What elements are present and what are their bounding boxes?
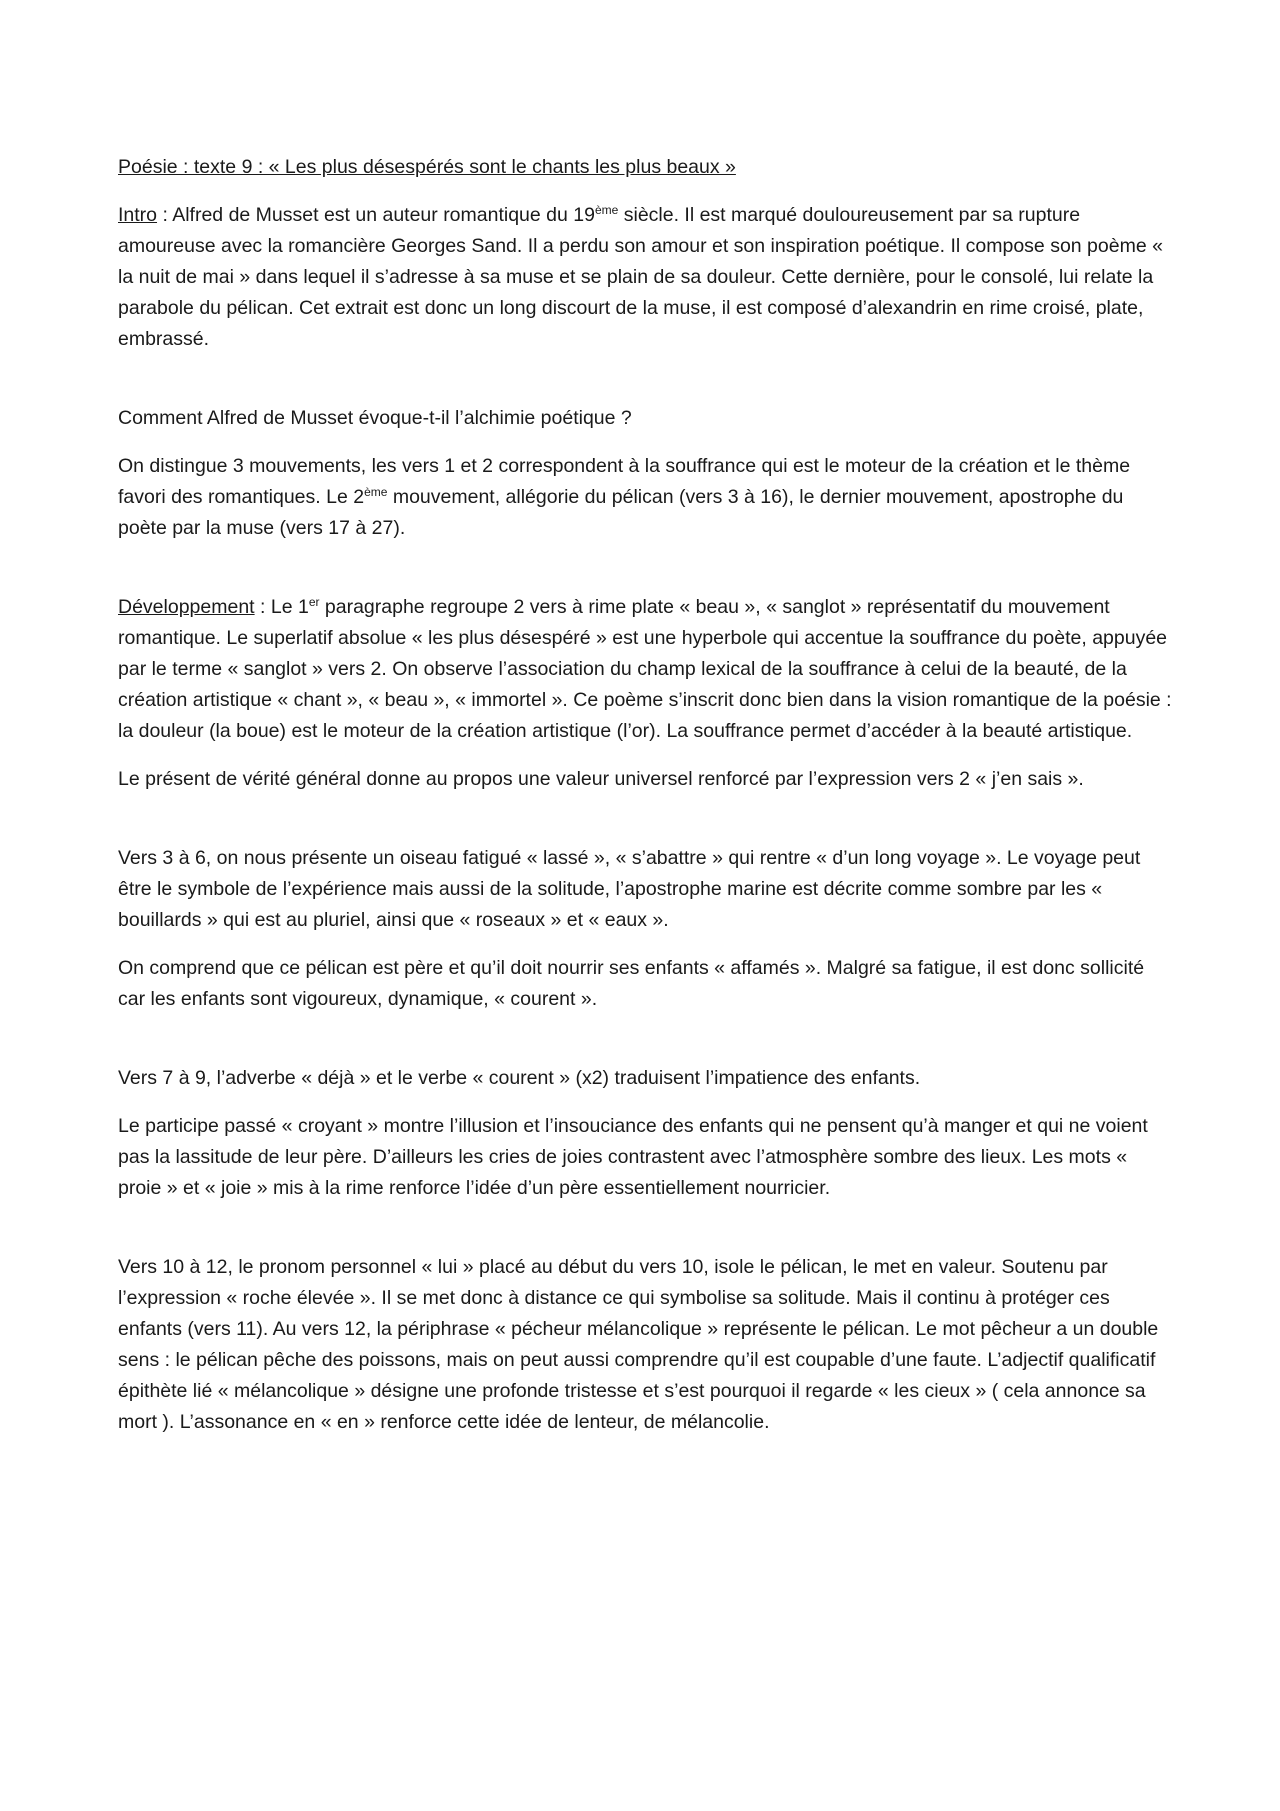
- developpement-label: Développement: [118, 596, 255, 618]
- body-paragraph-1: Le présent de vérité général donne au propos une valeur universel renforcé par l’expression vers 2 « j’en sais ».: [118, 768, 1084, 790]
- developpement-text-end: paragraphe regroupe 2 vers à rime plate « beau », « sanglot » représentatif du mouvement romantique. Le superlatif absolue « les plus désespéré » est une hyperbole qui accentue la souffrance du poète, appuyée par le terme « sanglot » vers 2. On observe l’association du champ lexical de la souffrance à celui de la beauté, de la création artistique « chant », « beau », « immortel ». Ce poème s’inscrit donc bien dans la vision romantique de la poésie : la douleur (la boue) est le moteur de la création artistique (l’or). La souffrance permet d’accéder à la beauté artistique.: [118, 596, 1172, 742]
- document-title: Poésie : texte 9 : « Les plus désespérés sont le chants les plus beaux »: [118, 156, 736, 178]
- body-paragraph-6: Vers 10 à 12, le pronom personnel « lui » placé au début du vers 10, isole le pélican, le met en valeur. Soutenu par l’expression « roche élevée ». Il se met donc à distance ce qui symbolise sa solitude. Mais il continu à protéger ces enfants (vers 11). Au vers 12, la périphrase « pécheur mélancolique » représente le pélican. Le mot pêcheur a un double sens : le pélican pêche des poissons, mais on peut aussi comprendre qu’il est coupable d’une faute. L’adjectif qualificatif épithète lié « mélancolique » désigne une profonde tristesse et s’est pourquoi il regarde « les cieux » ( cela annonce sa mort ). L’assonance en « en » renforce cette idée de lenteur, de mélancolie.: [118, 1256, 1159, 1433]
- body-paragraph-5: Le participe passé « croyant » montre l’illusion et l’insouciance des enfants qui ne pensent qu’à manger et qui ne voient pas la lassitude de leur père. D’ailleurs les cries de joies contrastent avec l’atmosphère sombre des lieux. Les mots « proie » et « joie » mis à la rime renforce l’idée d’un père essentiellement nourricier.: [118, 1115, 1148, 1199]
- body-paragraph-3: On comprend que ce pélican est père et qu’il doit nourrir ses enfants « affamés ». Malgré sa fatigue, il est donc sollicité car les enfants sont vigoureux, dynamique, « courent ».: [118, 957, 1145, 1010]
- document-page: [118, 152, 1174, 1455]
- problematique-paragraph: Comment Alfred de Musset évoque-t-il l’alchimie poétique ?: [118, 407, 632, 429]
- intro-label: Intro: [118, 204, 158, 226]
- developpement-paragraph: [118, 592, 1174, 747]
- plan-superscript: ème: [364, 485, 388, 499]
- intro-text-start: : Alfred de Musset est un auteur romantique du 19: [157, 204, 595, 226]
- intro-text-end: siècle. Il est marqué douloureusement par sa rupture amoureuse avec la romancière Georges Sand. Il a perdu son amour et son inspiration poétique. Il compose son poème « la nuit de mai » dans lequel il s’adresse à sa muse et se plain de sa douleur. Cette dernière, pour le consolé, lui relate la parabole du pélican. Cet extrait est donc un long discourt de la muse, il est composé d’alexandrin en rime croisé, plate, embrassé.: [118, 204, 1163, 350]
- plan-text-end: mouvement, allégorie du pélican (vers 3 à 16), le dernier mouvement, apostrophe du poète par la muse (vers 17 à 27).: [118, 486, 1124, 539]
- plan-text-start: On distingue 3 mouvements, les vers 1 et 2 correspondent à la souffrance qui est le moteur de la création et le thème favori des romantiques. Le 2: [118, 455, 1131, 508]
- body-paragraph-4: Vers 7 à 9, l’adverbe « déjà » et le verbe « courent » (x2) traduisent l’impatience des enfants.: [118, 1067, 921, 1089]
- developpement-superscript: er: [308, 595, 320, 609]
- plan-paragraph: [118, 451, 1174, 544]
- body-paragraph-2: Vers 3 à 6, on nous présente un oiseau fatigué « lassé », « s’abattre » qui rentre « d’un long voyage ». Le voyage peut être le symbole de l’expérience mais aussi de la solitude, l’apostrophe marine est décrite comme sombre par les « bouillards » qui est au pluriel, ainsi que « roseaux » et « eaux ».: [118, 847, 1141, 931]
- developpement-text-start: : Le 1: [254, 596, 309, 618]
- intro-paragraph: [118, 200, 1174, 355]
- intro-superscript: ème: [594, 203, 619, 217]
